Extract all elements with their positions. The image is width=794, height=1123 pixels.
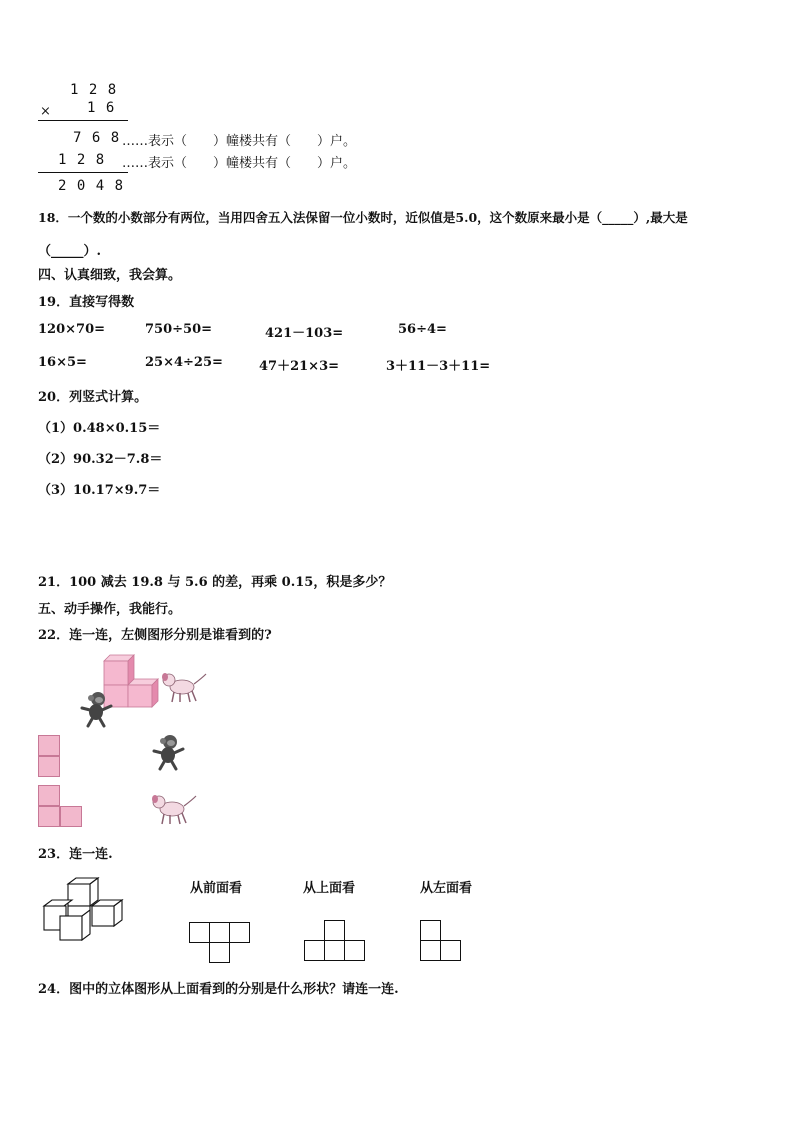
outline-square <box>304 940 325 961</box>
mult-rule-1 <box>38 120 128 121</box>
outline-square <box>344 940 365 961</box>
times-sign: × <box>40 104 51 119</box>
pink-square <box>38 785 60 806</box>
q18-line2: （_____）. <box>38 244 102 259</box>
outline-square <box>189 922 210 943</box>
outline-square <box>209 922 230 943</box>
dog-icon <box>160 670 210 704</box>
q23-title: 23．连一连. <box>38 847 113 862</box>
q19-item: 47＋21×3= <box>259 359 340 374</box>
pink-square <box>60 806 82 827</box>
pink-square <box>38 735 60 756</box>
pink-square <box>38 756 60 777</box>
q20-item: （1）0.48×0.15＝ <box>38 421 161 436</box>
dog-option-icon[interactable] <box>150 792 200 826</box>
q19-item: 421－103= <box>265 326 344 341</box>
q20-item: （3）10.17×9.7＝ <box>38 483 161 498</box>
q24-title: 24．图中的立体图形从上面看到的分别是什么形状？请连一连. <box>38 982 399 997</box>
outline-square <box>209 942 230 963</box>
pink-square <box>38 806 60 827</box>
label-front-view: 从前面看 <box>190 881 243 896</box>
q19-item: 750÷50= <box>145 322 213 337</box>
partial-product-2: 1 2 8 <box>58 152 106 168</box>
outline-square <box>420 920 441 941</box>
outline-square <box>229 922 250 943</box>
mult-second-number: 1 6 <box>87 100 116 116</box>
mult-top-number: 1 2 8 <box>70 82 118 98</box>
q19-title: 19．直接写得数 <box>38 295 135 310</box>
q22-title: 22．连一连，左侧图形分别是谁看到的? <box>38 628 272 643</box>
q19-item: 120×70= <box>38 322 106 337</box>
label-left-view: 从左面看 <box>420 881 473 896</box>
monkey-option-icon[interactable] <box>150 733 188 771</box>
outline-square <box>440 940 461 961</box>
q20-item: （2）90.32－7.8＝ <box>38 452 163 467</box>
mult-rule-2 <box>38 172 128 173</box>
outline-square <box>324 920 345 941</box>
q19-item: 16×5= <box>38 355 87 370</box>
partial-product-1: 7 6 8 <box>73 130 121 146</box>
q20-title: 20．列竖式计算。 <box>38 390 148 405</box>
outline-square <box>324 940 345 961</box>
q19-item: 25×4÷25= <box>145 355 223 370</box>
section-4-heading: 四、认真细致，我会算。 <box>38 268 182 283</box>
q19-item: 56÷4= <box>398 322 447 337</box>
partial-note-1: ……表示（ ）幢楼共有（ ）户。 <box>122 134 357 149</box>
section-5-heading: 五、动手操作，我能行。 <box>38 602 182 617</box>
cube-3d-figure <box>42 876 132 942</box>
q19-item: 3＋11－3＋11= <box>386 359 491 374</box>
q18-line1: 18．一个数的小数部分有两位，当用四舍五入法保留一位小数时，近似值是5.0，这个数原来最小是（_____）,最大是 <box>38 210 688 225</box>
partial-note-2: ……表示（ ）幢楼共有（ ）户。 <box>122 156 357 171</box>
q21: 21．100 减去 19.8 与 5.6 的差，再乘 0.15，积是多少？ <box>38 575 392 590</box>
label-top-view: 从上面看 <box>303 881 356 896</box>
mult-result: 2 0 4 8 <box>58 178 125 194</box>
outline-square <box>420 940 441 961</box>
monkey-icon <box>78 690 116 728</box>
